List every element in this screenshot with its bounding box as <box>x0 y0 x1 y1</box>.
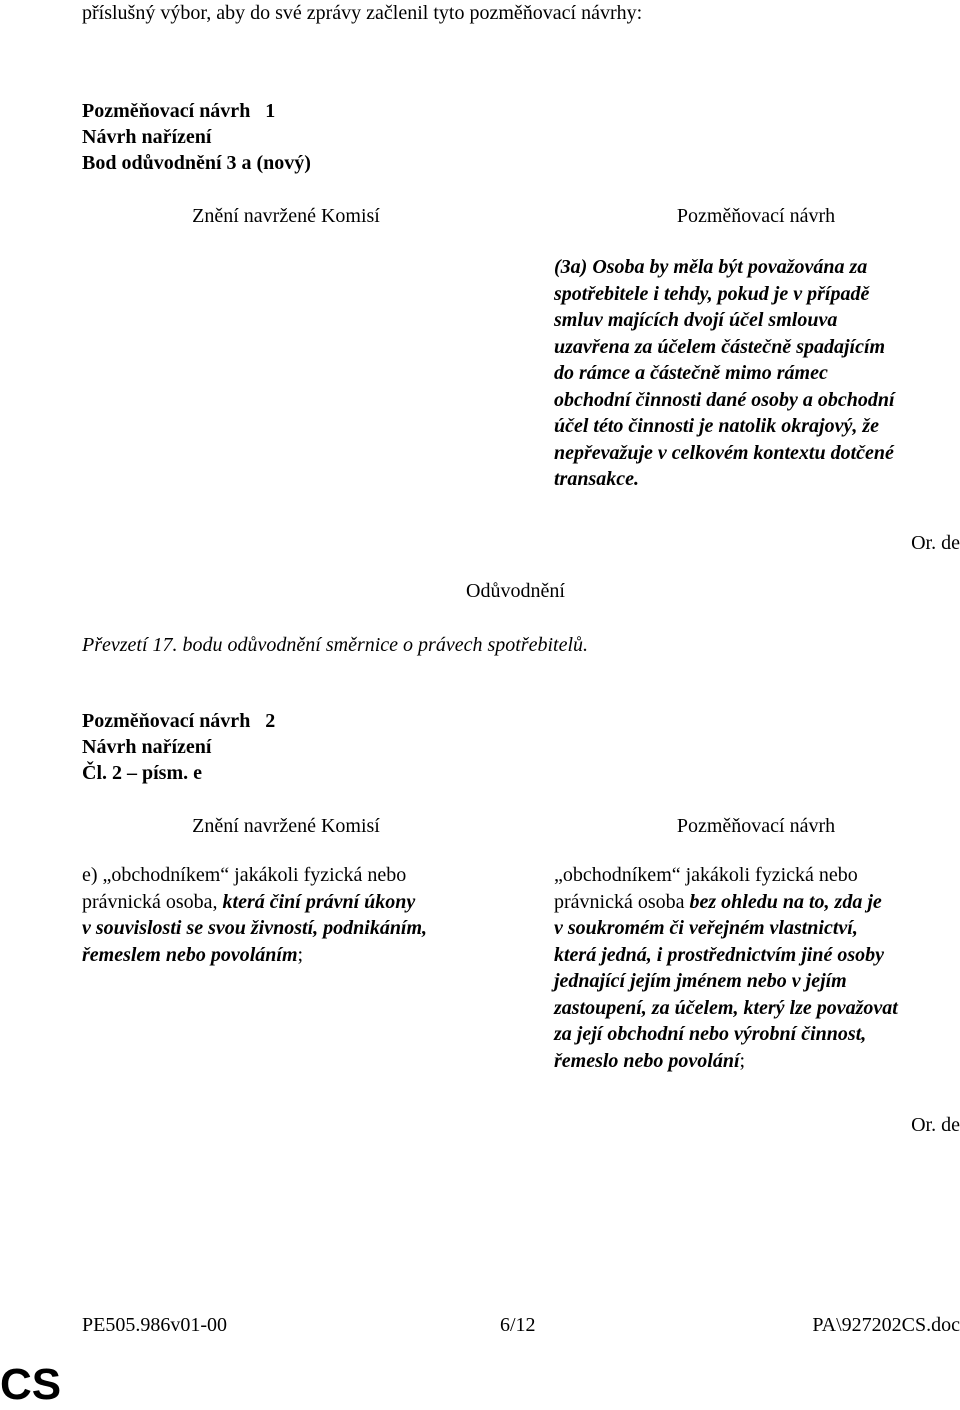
footer-page-number: 6/12 <box>500 1314 536 1336</box>
text-span-emphasis: řemeslo nebo povolání <box>554 1049 740 1072</box>
text-line: za její obchodní nebo výrobní činnost, <box>554 1023 867 1045</box>
text-line <box>82 889 427 916</box>
text-line: účel této činnosti je natolik okrajový, že <box>554 415 879 437</box>
text-span: právnická osoba <box>554 890 690 913</box>
text-line: do rámce a částečně mimo rámec <box>554 362 828 384</box>
intro-text: příslušný výbor, aby do své zprávy začlenil tyto pozměňovací návrhy: <box>82 2 643 24</box>
amendment-2-right-text <box>554 862 898 1074</box>
text-line: která jedná, i prostřednictvím jiné osoby <box>554 943 884 966</box>
amendment-1-justification-heading: Odůvodnění <box>466 580 565 602</box>
amendment-1-subtitle: Návrh nařízení <box>82 126 212 148</box>
amendment-1-justification-text: Převzetí 17. bodu odůvodnění směrnice o právech spotřebitelů. <box>82 634 588 656</box>
text-line: obchodní činnosti dané osoby a obchodní <box>554 388 895 411</box>
text-span: ; <box>297 943 304 966</box>
text-line: spotřebitele i tehdy, pokud je v případě <box>554 282 870 305</box>
text-line <box>554 889 898 916</box>
amendment-2-left-text <box>82 862 427 968</box>
text-line: transakce. <box>554 468 639 490</box>
text-line <box>554 1048 898 1075</box>
text-line: „obchodníkem“ jakákoli fyzická nebo <box>554 864 858 886</box>
amendment-1-origin: Or. de <box>911 532 960 554</box>
amendment-1-left-heading: Znění navržené Komisí <box>192 205 380 227</box>
text-line: (3a) Osoba by měla být považována za <box>554 256 868 278</box>
amendment-2-subtitle: Návrh nařízení <box>82 736 212 758</box>
amendment-2-left-heading: Znění navržené Komisí <box>192 815 380 837</box>
amendment-1-right-heading: Pozměňovací návrh <box>676 205 836 227</box>
amendment-2-origin: Or. de <box>911 1114 960 1136</box>
text-span-emphasis: řemeslem nebo povoláním <box>82 943 298 966</box>
text-line: jednající jejím jménem nebo v jejím <box>554 970 847 992</box>
text-span: ; <box>739 1049 746 1072</box>
footer-document-number: PE505.986v01-00 <box>82 1314 227 1336</box>
text-span-emphasis: bez ohledu na to, zda je <box>689 890 882 913</box>
amendment-2-right-heading: Pozměňovací návrh <box>676 815 836 837</box>
amendment-2-reference: Čl. 2 – písm. e <box>82 762 202 784</box>
amendment-1-reference: Bod odůvodnění 3 a (nový) <box>82 152 311 174</box>
amendment-2-title: Pozměňovací návrh 2 <box>82 710 276 732</box>
text-span: právnická osoba, <box>82 890 223 913</box>
text-line: v soukromém či veřejném vlastnictví, <box>554 917 858 939</box>
text-line: v souvislosti se svou živností, podnikáním, <box>82 917 428 939</box>
text-line: nepřevažuje v celkovém kontextu dotčené <box>554 441 894 464</box>
text-line: zastoupení, za účelem, který lze považovat <box>554 996 898 1019</box>
text-line: uzavřena za účelem částečně spadajícím <box>554 335 886 358</box>
amendment-1-right-text <box>554 254 895 493</box>
text-line: e) „obchodníkem“ jakákoli fyzická nebo <box>82 864 407 886</box>
text-span-emphasis: která činí právní úkony <box>222 890 416 913</box>
footer-file-name: PA\927202CS.doc <box>812 1314 960 1336</box>
footer-language-code: CS <box>0 1360 62 1409</box>
text-line: smluv majících dvojí účel smlouva <box>554 309 838 331</box>
amendment-1-title: Pozměňovací návrh 1 <box>82 100 276 122</box>
text-line <box>82 942 427 969</box>
